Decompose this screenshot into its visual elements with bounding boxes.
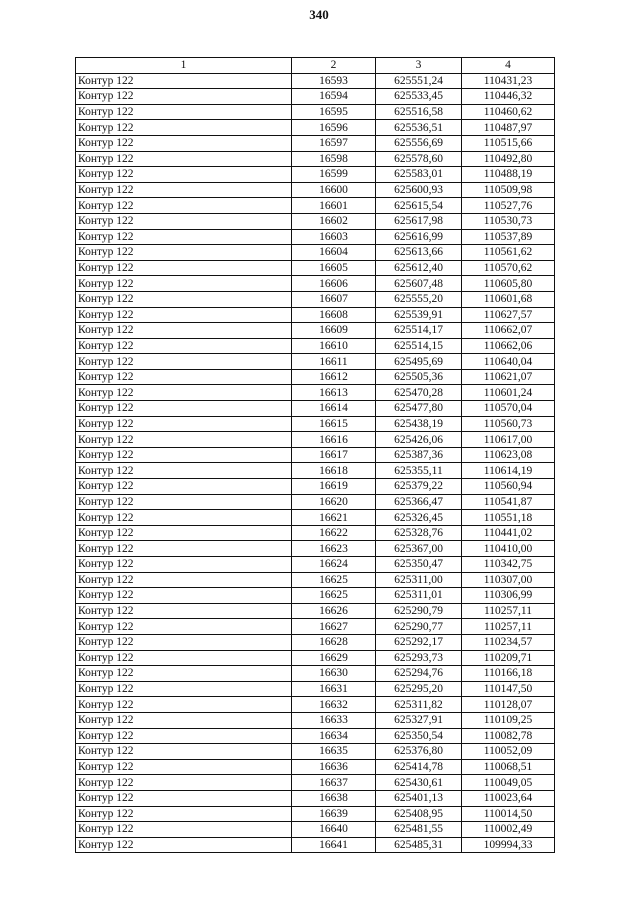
contour-name-cell: Контур 122 (76, 120, 292, 136)
coordinate-y-cell: 110509,98 (462, 182, 555, 198)
point-number-cell: 16617 (292, 447, 376, 463)
coordinate-y-cell: 110234,57 (462, 634, 555, 650)
coordinate-y-cell: 110166,18 (462, 666, 555, 682)
coordinate-y-cell: 110541,87 (462, 494, 555, 510)
coordinate-x-cell: 625514,15 (376, 338, 462, 354)
coordinate-y-cell: 110570,62 (462, 260, 555, 276)
table-row (76, 588, 555, 604)
coordinate-x-cell: 625539,91 (376, 307, 462, 323)
point-number-cell: 16605 (292, 260, 376, 276)
coordinate-x-cell: 625328,76 (376, 525, 462, 541)
coordinate-y-cell: 110488,19 (462, 167, 555, 183)
table-row (76, 151, 555, 167)
table-row (76, 104, 555, 120)
point-number-cell: 16633 (292, 712, 376, 728)
contour-name-cell: Контур 122 (76, 557, 292, 573)
coordinate-x-cell: 625533,45 (376, 89, 462, 105)
coordinate-x-cell: 625292,17 (376, 634, 462, 650)
table-row (76, 369, 555, 385)
contour-name-cell: Контур 122 (76, 369, 292, 385)
point-number-cell: 16620 (292, 494, 376, 510)
coordinate-x-cell: 625470,28 (376, 385, 462, 401)
table-row (76, 650, 555, 666)
contour-name-cell: Контур 122 (76, 432, 292, 448)
contour-name-cell: Контур 122 (76, 401, 292, 417)
point-number-cell: 16610 (292, 338, 376, 354)
coordinate-y-cell: 110431,23 (462, 73, 555, 89)
coordinate-y-cell: 110128,07 (462, 697, 555, 713)
coordinate-x-cell: 625355,11 (376, 463, 462, 479)
point-number-cell: 16634 (292, 728, 376, 744)
contour-name-cell: Контур 122 (76, 213, 292, 229)
table-row (76, 120, 555, 136)
table-row (76, 479, 555, 495)
coordinate-x-cell: 625536,51 (376, 120, 462, 136)
point-number-cell: 16630 (292, 666, 376, 682)
coordinate-y-cell: 110209,71 (462, 650, 555, 666)
table-row (76, 603, 555, 619)
coordinate-y-cell: 110002,49 (462, 822, 555, 838)
point-number-cell: 16632 (292, 697, 376, 713)
coordinate-x-cell: 625326,45 (376, 510, 462, 526)
coordinate-y-cell: 110307,00 (462, 572, 555, 588)
table-row (76, 213, 555, 229)
coordinate-x-cell: 625295,20 (376, 681, 462, 697)
coordinate-y-cell: 110441,02 (462, 525, 555, 541)
table-body (76, 73, 555, 853)
coordinate-y-cell: 110621,07 (462, 369, 555, 385)
coordinate-y-cell: 110410,00 (462, 541, 555, 557)
table-row (76, 822, 555, 838)
page-number: 340 (309, 7, 329, 22)
point-number-cell: 16622 (292, 525, 376, 541)
coordinate-x-cell: 625607,48 (376, 276, 462, 292)
coordinate-x-cell: 625477,80 (376, 401, 462, 417)
coordinate-y-cell: 110551,18 (462, 510, 555, 526)
coordinate-y-cell: 110662,06 (462, 338, 555, 354)
point-number-cell: 16602 (292, 213, 376, 229)
contour-name-cell: Контур 122 (76, 619, 292, 635)
coordinate-x-cell: 625311,82 (376, 697, 462, 713)
contour-name-cell: Контур 122 (76, 135, 292, 151)
coordinate-x-cell: 625401,13 (376, 790, 462, 806)
table-row (76, 245, 555, 261)
table-row (76, 744, 555, 760)
coordinate-y-cell: 110052,09 (462, 744, 555, 760)
coordinate-x-cell: 625290,77 (376, 619, 462, 635)
contour-name-cell: Контур 122 (76, 744, 292, 760)
point-number-cell: 16613 (292, 385, 376, 401)
table-row (76, 416, 555, 432)
coordinate-y-cell: 110601,68 (462, 291, 555, 307)
contour-name-cell: Контур 122 (76, 385, 292, 401)
table-row (76, 260, 555, 276)
coordinate-x-cell: 625293,73 (376, 650, 462, 666)
contour-name-cell: Контур 122 (76, 588, 292, 604)
contour-name-cell: Контур 122 (76, 822, 292, 838)
coordinate-x-cell: 625366,47 (376, 494, 462, 510)
contour-name-cell: Контур 122 (76, 338, 292, 354)
contour-name-cell: Контур 122 (76, 416, 292, 432)
coordinate-y-cell: 110640,04 (462, 354, 555, 370)
coordinate-x-cell: 625505,36 (376, 369, 462, 385)
table-row (76, 447, 555, 463)
coordinate-y-cell: 110014,50 (462, 806, 555, 822)
point-number-cell: 16601 (292, 198, 376, 214)
coordinate-y-cell: 110068,51 (462, 759, 555, 775)
coordinate-x-cell: 625551,24 (376, 73, 462, 89)
point-number-cell: 16627 (292, 619, 376, 635)
coordinate-y-cell: 110147,50 (462, 681, 555, 697)
point-number-cell: 16641 (292, 837, 376, 853)
contour-name-cell: Контур 122 (76, 307, 292, 323)
contour-name-cell: Контур 122 (76, 73, 292, 89)
table-row (76, 494, 555, 510)
contour-name-cell: Контур 122 (76, 712, 292, 728)
point-number-cell: 16609 (292, 323, 376, 339)
point-number-cell: 16639 (292, 806, 376, 822)
contour-name-cell: Контур 122 (76, 229, 292, 245)
point-number-cell: 16594 (292, 89, 376, 105)
coordinate-y-cell: 110049,05 (462, 775, 555, 791)
coordinate-x-cell: 625514,17 (376, 323, 462, 339)
coordinate-y-cell: 110530,73 (462, 213, 555, 229)
table-row (76, 666, 555, 682)
point-number-cell: 16608 (292, 307, 376, 323)
coordinate-x-cell: 625379,22 (376, 479, 462, 495)
coordinate-y-cell: 110082,78 (462, 728, 555, 744)
contour-name-cell: Контур 122 (76, 494, 292, 510)
contour-name-cell: Контур 122 (76, 198, 292, 214)
contour-name-cell: Контур 122 (76, 463, 292, 479)
coordinate-x-cell: 625311,00 (376, 572, 462, 588)
table-row (76, 681, 555, 697)
point-number-cell: 16636 (292, 759, 376, 775)
coordinate-y-cell: 110342,75 (462, 557, 555, 573)
coordinate-y-cell: 110662,07 (462, 323, 555, 339)
table-row (76, 354, 555, 370)
point-number-cell: 16612 (292, 369, 376, 385)
column-header-2: 2 (292, 58, 376, 74)
contour-name-cell: Контур 122 (76, 681, 292, 697)
coordinate-y-cell: 110623,08 (462, 447, 555, 463)
coordinate-x-cell: 625387,36 (376, 447, 462, 463)
coordinate-x-cell: 625495,69 (376, 354, 462, 370)
coordinate-x-cell: 625612,40 (376, 260, 462, 276)
table-row (76, 167, 555, 183)
coordinate-y-cell: 109994,33 (462, 837, 555, 853)
table-row (76, 73, 555, 89)
table-header-row (76, 58, 555, 74)
point-number-cell: 16635 (292, 744, 376, 760)
point-number-cell: 16607 (292, 291, 376, 307)
coordinate-y-cell: 110537,89 (462, 229, 555, 245)
table-row (76, 806, 555, 822)
column-header-4: 4 (462, 58, 555, 74)
table-row (76, 198, 555, 214)
coordinate-y-cell: 110560,73 (462, 416, 555, 432)
coordinates-table (75, 57, 555, 853)
coordinate-y-cell: 110257,11 (462, 603, 555, 619)
point-number-cell: 16597 (292, 135, 376, 151)
table-row (76, 634, 555, 650)
contour-name-cell: Контур 122 (76, 151, 292, 167)
contour-name-cell: Контур 122 (76, 276, 292, 292)
table-row (76, 619, 555, 635)
contour-name-cell: Контур 122 (76, 790, 292, 806)
coordinate-x-cell: 625350,47 (376, 557, 462, 573)
contour-name-cell: Контур 122 (76, 323, 292, 339)
coordinate-x-cell: 625616,99 (376, 229, 462, 245)
coordinate-y-cell: 110257,11 (462, 619, 555, 635)
coordinate-x-cell: 625438,19 (376, 416, 462, 432)
coordinate-y-cell: 110561,62 (462, 245, 555, 261)
coordinate-y-cell: 110614,19 (462, 463, 555, 479)
table-row (76, 728, 555, 744)
coordinate-x-cell: 625408,95 (376, 806, 462, 822)
coordinate-y-cell: 110605,80 (462, 276, 555, 292)
coordinate-y-cell: 110487,97 (462, 120, 555, 136)
contour-name-cell: Контур 122 (76, 728, 292, 744)
table-row (76, 510, 555, 526)
coordinate-x-cell: 625376,80 (376, 744, 462, 760)
point-number-cell: 16596 (292, 120, 376, 136)
point-number-cell: 16619 (292, 479, 376, 495)
table-row (76, 775, 555, 791)
table-row (76, 790, 555, 806)
contour-name-cell: Контур 122 (76, 525, 292, 541)
table-row (76, 759, 555, 775)
coordinate-x-cell: 625578,60 (376, 151, 462, 167)
point-number-cell: 16606 (292, 276, 376, 292)
point-number-cell: 16624 (292, 557, 376, 573)
table-row (76, 229, 555, 245)
contour-name-cell: Контур 122 (76, 650, 292, 666)
point-number-cell: 16623 (292, 541, 376, 557)
point-number-cell: 16599 (292, 167, 376, 183)
point-number-cell: 16593 (292, 73, 376, 89)
point-number-cell: 16628 (292, 634, 376, 650)
coordinate-y-cell: 110515,66 (462, 135, 555, 151)
coordinate-x-cell: 625430,61 (376, 775, 462, 791)
table-row (76, 432, 555, 448)
contour-name-cell: Контур 122 (76, 245, 292, 261)
coordinate-x-cell: 625294,76 (376, 666, 462, 682)
coordinate-x-cell: 625290,79 (376, 603, 462, 619)
table-row (76, 712, 555, 728)
coordinate-x-cell: 625414,78 (376, 759, 462, 775)
contour-name-cell: Контур 122 (76, 759, 292, 775)
coordinate-x-cell: 625617,98 (376, 213, 462, 229)
coordinate-y-cell: 110601,24 (462, 385, 555, 401)
table-row (76, 323, 555, 339)
contour-name-cell: Контур 122 (76, 291, 292, 307)
contour-name-cell: Контур 122 (76, 541, 292, 557)
contour-name-cell: Контур 122 (76, 260, 292, 276)
table-row (76, 182, 555, 198)
point-number-cell: 16595 (292, 104, 376, 120)
point-number-cell: 16625 (292, 588, 376, 604)
table-row (76, 291, 555, 307)
column-header-1: 1 (76, 58, 292, 74)
contour-name-cell: Контур 122 (76, 167, 292, 183)
coordinate-x-cell: 625367,00 (376, 541, 462, 557)
coordinate-x-cell: 625600,93 (376, 182, 462, 198)
contour-name-cell: Контур 122 (76, 447, 292, 463)
coordinate-x-cell: 625327,91 (376, 712, 462, 728)
point-number-cell: 16600 (292, 182, 376, 198)
coordinate-y-cell: 110527,76 (462, 198, 555, 214)
coordinate-y-cell: 110109,25 (462, 712, 555, 728)
contour-name-cell: Контур 122 (76, 354, 292, 370)
contour-name-cell: Контур 122 (76, 837, 292, 853)
point-number-cell: 16638 (292, 790, 376, 806)
point-number-cell: 16629 (292, 650, 376, 666)
coordinate-x-cell: 625350,54 (376, 728, 462, 744)
point-number-cell: 16625 (292, 572, 376, 588)
table-row (76, 837, 555, 853)
coordinate-y-cell: 110492,80 (462, 151, 555, 167)
contour-name-cell: Контур 122 (76, 572, 292, 588)
coordinate-x-cell: 625516,58 (376, 104, 462, 120)
table-row (76, 572, 555, 588)
contour-name-cell: Контур 122 (76, 89, 292, 105)
table-row (76, 307, 555, 323)
coordinate-x-cell: 625555,20 (376, 291, 462, 307)
table-row (76, 557, 555, 573)
table-row (76, 135, 555, 151)
contour-name-cell: Контур 122 (76, 806, 292, 822)
coordinate-x-cell: 625485,31 (376, 837, 462, 853)
contour-name-cell: Контур 122 (76, 510, 292, 526)
point-number-cell: 16603 (292, 229, 376, 245)
table-row (76, 89, 555, 105)
table-row (76, 338, 555, 354)
coordinate-x-cell: 625311,01 (376, 588, 462, 604)
contour-name-cell: Контур 122 (76, 666, 292, 682)
point-number-cell: 16598 (292, 151, 376, 167)
contour-name-cell: Контур 122 (76, 603, 292, 619)
table-row (76, 385, 555, 401)
point-number-cell: 16604 (292, 245, 376, 261)
table-row (76, 401, 555, 417)
contour-name-cell: Контур 122 (76, 182, 292, 198)
coordinate-y-cell: 110306,99 (462, 588, 555, 604)
coordinate-y-cell: 110617,00 (462, 432, 555, 448)
table-row (76, 697, 555, 713)
coordinate-x-cell: 625481,55 (376, 822, 462, 838)
point-number-cell: 16626 (292, 603, 376, 619)
table-row (76, 525, 555, 541)
point-number-cell: 16614 (292, 401, 376, 417)
contour-name-cell: Контур 122 (76, 775, 292, 791)
table-row (76, 541, 555, 557)
contour-name-cell: Контур 122 (76, 104, 292, 120)
point-number-cell: 16618 (292, 463, 376, 479)
point-number-cell: 16637 (292, 775, 376, 791)
coordinate-y-cell: 110446,32 (462, 89, 555, 105)
contour-name-cell: Контур 122 (76, 479, 292, 495)
coordinate-y-cell: 110460,62 (462, 104, 555, 120)
contour-name-cell: Контур 122 (76, 634, 292, 650)
coordinate-y-cell: 110023,64 (462, 790, 555, 806)
coordinate-x-cell: 625615,54 (376, 198, 462, 214)
point-number-cell: 16640 (292, 822, 376, 838)
point-number-cell: 16631 (292, 681, 376, 697)
coordinate-y-cell: 110627,57 (462, 307, 555, 323)
point-number-cell: 16611 (292, 354, 376, 370)
point-number-cell: 16621 (292, 510, 376, 526)
coordinate-y-cell: 110560,94 (462, 479, 555, 495)
column-header-3: 3 (376, 58, 462, 74)
contour-name-cell: Контур 122 (76, 697, 292, 713)
table-row (76, 463, 555, 479)
coordinate-y-cell: 110570,04 (462, 401, 555, 417)
point-number-cell: 16616 (292, 432, 376, 448)
coordinate-x-cell: 625556,69 (376, 135, 462, 151)
coordinate-x-cell: 625613,66 (376, 245, 462, 261)
table-row (76, 276, 555, 292)
coordinate-x-cell: 625583,01 (376, 167, 462, 183)
point-number-cell: 16615 (292, 416, 376, 432)
coordinate-x-cell: 625426,06 (376, 432, 462, 448)
